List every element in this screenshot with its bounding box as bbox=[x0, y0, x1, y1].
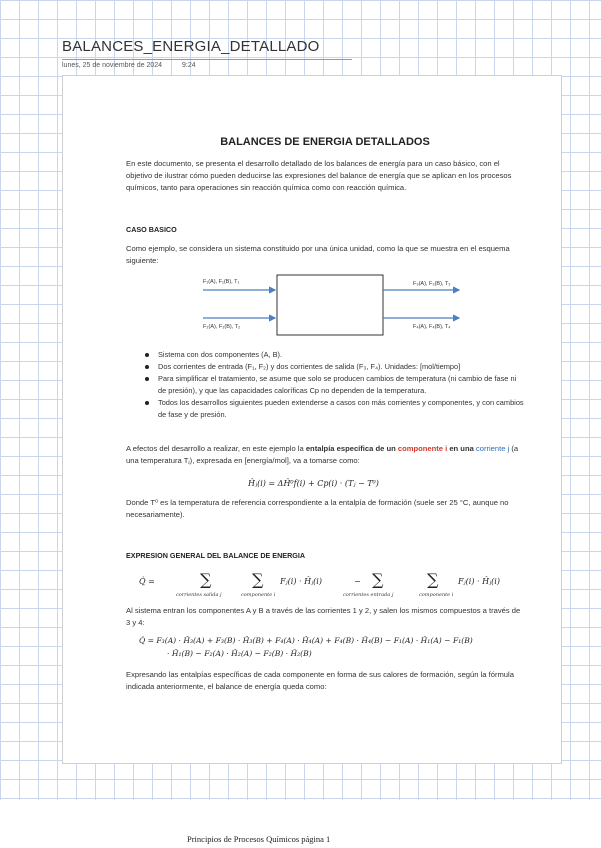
assumptions-list bbox=[143, 349, 525, 421]
list-item: Para simplificar el tratamiento, se asume que solo se producen cambios de temperatura (ni cambio de fase ni de presión), y que las capacidades caloríficas Cp no dependen de la temperatura. bbox=[143, 373, 525, 397]
document-heading: BALANCES DE ENERGIA DETALLADOS bbox=[220, 136, 430, 148]
section-caso-basico: CASO BASICO bbox=[126, 225, 177, 234]
list-item: Todos los desarrollos siguientes pueden extenderse a casos con más corrientes y componentes, y con cambios de fase y de presión. bbox=[143, 397, 525, 421]
outlet-label-4: F₄(A), F₄(B), T₄ bbox=[413, 324, 451, 330]
outlet-label-3: F₃(A), F₃(B), T₃ bbox=[413, 281, 451, 287]
balance-paragraph: Al sistema entran los componentes A y B a través de las corrientes 1 y 2, y salen los mismos compuestos a través de 3 y 4: bbox=[126, 606, 521, 627]
enthalpy-paragraph: A efectos del desarrollo a realizar, en este ejemplo la entalpía específica de un componente i en una corriente j (a una temperatura Tⱼ), expresada en [energía/mol], va a tomarse como: bbox=[126, 444, 519, 465]
reference-temp-paragraph: Donde T⁰ es la temperatura de referencia correspondiente a la entalpía de formación (suele ser 25 °C, aunque no necesariamente). bbox=[126, 498, 509, 519]
title-underline bbox=[62, 59, 352, 60]
final-paragraph: Expresando las entalpías específicas de cada componente en forma de sus calores de formación, según la fórmula indicada anteriormente, el balance de energía queda como: bbox=[126, 670, 514, 691]
expanded-balance-line-1: Q̇ = F₃(A) · Ĥ₃(A) + F₃(B) · Ĥ₃(B) + F₄(A) · Ĥ₄(A) + F₄(B) · Ĥ₄(B) − F₁(A) · Ĥ₁(A) − F₁(B) bbox=[139, 636, 473, 645]
inlet-label-1: F₁(A), F₁(B), T₁ bbox=[203, 279, 240, 285]
section-balance-general: EXPRESION GENERAL DEL BALANCE DE ENERGIA bbox=[126, 551, 306, 560]
expanded-balance-line-2: · Ĥ₁(B) − F₂(A) · Ĥ₂(A) − F₂(B) · Ĥ₂(B) bbox=[167, 649, 312, 658]
intro-paragraph: En este documento, se presenta el desarrollo detallado de los balances de energía para un caso básico, con el objetivo de ilustrar cómo pueden deducirse las expresiones del balance de energía que se aplican en los procesos químicos, tanto para operaciones sin reacción química como con reacción química. bbox=[126, 159, 512, 192]
list-item: Sistema con dos componentes (A, B). bbox=[143, 349, 525, 361]
document-page: BALANCES DE ENERGIA DETALLADOS En este documento, se presenta el desarrollo detallado de los balances de energía para un caso básico, con el objetivo de ilustrar cómo pueden deducirse las expresiones del balance de energía que se aplican en los procesos químicos, tanto para operaciones sin reacción química como con reacción química. CASO BASICO Como ejemplo, se considera un sistema constituido por una única unidad, como la que se muestra en el esquema siguiente: F₁(A), F₁(B), T₁ F₂(A), F₂(B), T₂ F₃(A), F₃(B), T₃ F₄(A), F₄(B), T₄ Sistema con dos componentes (A, B). Dos corrientes de entrada (F₁, F₂) y dos corrientes de salida (F₃, F₄). Unidades: [mol/tiempo] Para simplificar el tratamiento, se asume que solo se producen cambios de temperatura (ni cambio de fase ni de presión), y que las capacidades caloríficas Cp no dependen de la temperatura. Todos los desarrollos siguientes pueden extenderse a casos con más corrientes y componentes, y con cambios de fase y de presión. A efectos del desarrollo a realizar, en este ejemplo la entalpía específica de un componente i en una corriente j (a una temperatura Tⱼ), expresada en [energía/mol], va a tomarse como: Ĥⱼ(i) = ΔĤ⁰f(i) + Cp(i) · (Tⱼ − T⁰) Donde T⁰ es la temperatura de referencia correspondiente a la entalpía de formación (suele ser 25 °C, aunque no necesariamente). EXPRESION GENERAL DEL BALANCE DE ENERGIA Q̇ = ∑ ∑ Fⱼ(i) · Ĥⱼ(i) − ∑ ∑ Fⱼ(i) · Ĥⱼ(i) corrientes salida j componente i corrientes entrada j componente i Al sistema entran los componentes A y B a través de las corrientes 1 y 2, y salen los mismos compuestos a través de 3 y 4: Q̇ = F₃(A) · Ĥ₃(A) + F₃(B) · Ĥ₃(B) + F₄(A) · Ĥ₄(A) + F₄(B) · Ĥ₄(B) − F₁(A) · Ĥ₁(A) − F₁(B) · Ĥ₁(B) − F₂(A) · Ĥ₂(A) − F₂(B) · Ĥ₂(B) Expresando las entalpías específicas de cada componente en forma de sus calores de formación, según la fórmula indicada anteriormente, el balance de energía queda como: bbox=[62, 75, 562, 764]
caso-basico-paragraph: Como ejemplo, se considera un sistema constituido por una única unidad, como la que se muestra en el esquema siguiente: bbox=[126, 244, 510, 265]
page-title[interactable]: BALANCES_ENERGIA_DETALLADO bbox=[62, 38, 320, 55]
list-item: Dos corrientes de entrada (F₁, F₂) y dos corrientes de salida (F₃, F₄). Unidades: [mol/tiempo] bbox=[143, 361, 525, 373]
process-unit-box bbox=[277, 275, 383, 335]
page-time: 9:24 bbox=[181, 62, 196, 69]
inlet-label-2: F₂(A), F₂(B), T₂ bbox=[203, 324, 241, 330]
page-meta bbox=[62, 62, 214, 69]
page-footer: Principios de Procesos Químicos página 1 bbox=[187, 834, 331, 844]
page-date: lunes, 25 de noviembre de 2024 bbox=[62, 62, 163, 69]
enthalpy-equation: Ĥⱼ(i) = ΔĤ⁰f(i) + Cp(i) · (Tⱼ − T⁰) bbox=[248, 479, 379, 488]
